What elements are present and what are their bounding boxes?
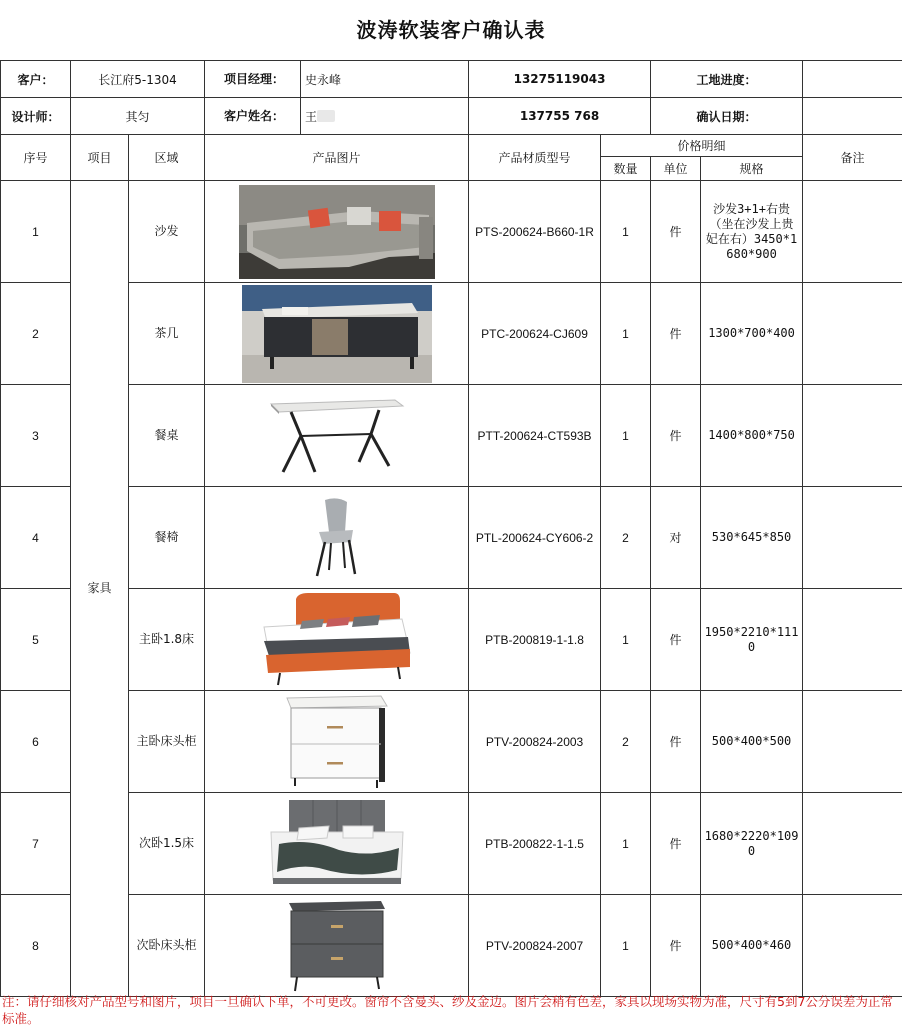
col-remark: 备注 [803,135,902,181]
row-qty: 1 [601,895,651,997]
row-model: PTT-200624-CT593B [469,385,601,487]
row-index: 8 [1,895,71,997]
table-row [1,487,902,589]
row-spec: 1400*800*750 [701,385,803,487]
redaction-blur [317,110,335,122]
row-remark [803,793,902,895]
designer-value: 其匀 [71,98,205,135]
customer-label: 客户： [1,61,71,98]
row-area: 餐椅 [129,487,205,589]
second-nightstand-image [205,895,469,997]
pm-phone: 13275119043 [469,61,651,98]
row-index: 5 [1,589,71,691]
table-row [1,385,902,487]
row-spec: 沙发3+1+右贵（坐在沙发上贵妃在右）3450*1680*900 [701,181,803,283]
table-row [1,589,902,691]
row-unit: 件 [651,181,701,283]
row-model: PTS-200624-B660-1R [469,181,601,283]
row-unit: 件 [651,283,701,385]
col-area: 区域 [129,135,205,181]
master-nightstand-image [205,691,469,793]
progress-label: 工地进度： [651,61,803,98]
confirm-date-label: 确认日期： [651,98,803,135]
second-bed-image [205,793,469,895]
row-area: 沙发 [129,181,205,283]
progress-value [803,61,902,98]
table-row [1,691,902,793]
header-row-2 [1,98,902,135]
row-remark [803,385,902,487]
row-unit: 件 [651,589,701,691]
master-bed-image [205,589,469,691]
row-qty: 1 [601,181,651,283]
column-header-row-1 [1,135,902,157]
row-area: 次卧1.5床 [129,793,205,895]
col-spec: 规格 [701,157,803,181]
pm-value: 史永峰 [305,72,342,87]
dining-chair-image [205,487,469,589]
row-index: 2 [1,283,71,385]
row-spec: 1680*2220*1090 [701,793,803,895]
row-model: PTV-200824-2003 [469,691,601,793]
row-qty: 2 [601,691,651,793]
row-spec: 530*645*850 [701,487,803,589]
row-spec: 1300*700*400 [701,283,803,385]
row-remark [803,181,902,283]
dining-table-image [205,385,469,487]
col-index: 序号 [1,135,71,181]
row-model: PTB-200819-1-1.8 [469,589,601,691]
row-spec: 1950*2210*1110 [701,589,803,691]
row-unit: 件 [651,385,701,487]
row-unit: 件 [651,793,701,895]
row-index: 3 [1,385,71,487]
client-phone: 137755 768 [469,98,651,135]
page-title: 波涛软装客户确认表 [356,18,546,42]
row-model: PTL-200624-CY606-2 [469,487,601,589]
row-index: 7 [1,793,71,895]
row-qty: 1 [601,283,651,385]
client-name-label: 客户姓名： [205,98,301,134]
row-unit: 件 [651,691,701,793]
row-spec: 500*400*460 [701,895,803,997]
row-area: 主卧1.8床 [129,589,205,691]
row-area: 次卧床头柜 [129,895,205,997]
row-area: 茶几 [129,283,205,385]
col-price-detail: 价格明细 [601,135,803,157]
row-remark [803,487,902,589]
row-qty: 2 [601,487,651,589]
row-area: 餐桌 [129,385,205,487]
client-name-value: 王 [305,109,318,124]
confirmation-table [0,60,902,997]
table-row [1,181,902,283]
row-remark [803,691,902,793]
row-model: PTB-200822-1-1.5 [469,793,601,895]
coffee-table-image [205,283,469,385]
row-qty: 1 [601,385,651,487]
row-index: 4 [1,487,71,589]
sofa-image [205,181,469,283]
row-qty: 1 [601,589,651,691]
row-unit: 对 [651,487,701,589]
row-remark [803,589,902,691]
col-model: 产品材质型号 [469,135,601,181]
col-unit: 单位 [651,157,701,181]
designer-label: 设计师： [1,98,71,135]
row-spec: 500*400*500 [701,691,803,793]
header-row-1 [1,61,902,98]
category-cell: 家具 [71,181,129,997]
col-image: 产品图片 [205,135,469,181]
row-unit: 件 [651,895,701,997]
row-model: PTC-200624-CJ609 [469,283,601,385]
footer-note: 注：请仔细核对产品型号和图片，项目一旦确认下单，不可更改。窗帘不含曼头、纱及金边。图片会稍有色差，家具以现场实物为准，尺寸有5到7公分误差为正常标准。 [2,994,893,1026]
row-index: 6 [1,691,71,793]
pm-label: 项目经理： [205,61,301,97]
col-item: 项目 [71,135,129,181]
row-remark [803,895,902,997]
col-qty: 数量 [601,157,651,181]
row-area: 主卧床头柜 [129,691,205,793]
row-remark [803,283,902,385]
table-row [1,895,902,997]
row-index: 1 [1,181,71,283]
row-qty: 1 [601,793,651,895]
confirm-date-value [803,98,902,135]
table-row [1,793,902,895]
customer-value: 长江府5-1304 [71,61,205,98]
row-model: PTV-200824-2007 [469,895,601,997]
table-row [1,283,902,385]
